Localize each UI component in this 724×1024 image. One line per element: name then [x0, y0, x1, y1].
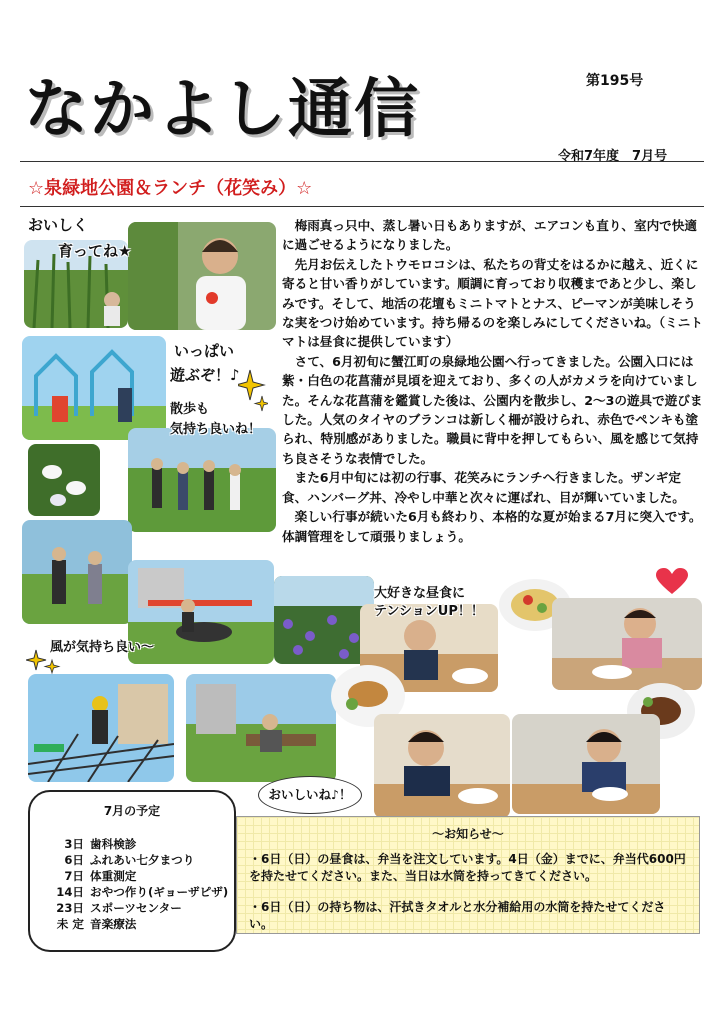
- notice-box: [236, 816, 700, 934]
- section-title: ☆泉緑地公園＆ランチ（花笑み）☆: [28, 178, 313, 199]
- notice-item: ・6日（日）の持ち物は、汗拭きタオルと水分補給用の水筒を持たせてください。: [249, 900, 666, 931]
- schedule-list: [44, 836, 228, 932]
- schedule-item: [44, 868, 228, 884]
- resting-on-bench-photo: [186, 674, 336, 782]
- caption-grow-1: おいしく: [28, 216, 89, 234]
- iris-flower-photo: [28, 444, 100, 516]
- caption-grow-2: 育ってね★: [58, 242, 132, 260]
- article-paragraph: 楽しい行事が続いた6月も終わり、本格的な夏が始まる7月に突入です。体調管理をして頑張りましょう。: [282, 509, 702, 544]
- schedule-event: おやつ作り(ギョーザピザ): [90, 885, 229, 899]
- caption-wind: 風が気持ち良い～: [50, 640, 155, 655]
- heart-icon: [656, 568, 688, 596]
- section-divider: [20, 206, 704, 207]
- schedule-item: [44, 916, 228, 932]
- article-paragraph: さて、6月初旬に蟹江町の泉緑地公園へ行ってきました。公園入口には紫・白色の花菖蒲が見頃を迎えており、多くの人がカメラを向けていました。そんな花菖蒲を鑑賞した後は、公園内を散歩し、2～3の遊具で遊びました。人気のタイヤのブランコは新しく柵が設けられ、赤色でペンキも塗られ、特別感がありました。職員に背中を押してもらい、風を感じて気持ち良さそうな表情でした。: [282, 353, 703, 466]
- sparkle-icon: [26, 648, 62, 678]
- caption-tasty: おいしいね♪！: [268, 787, 352, 802]
- article-paragraph: また6月中旬には初の行事、花笑みにランチへ行きました。ザンギ定食、ハンバーグ丼、冷やし中華と次々に運ばれ、目が輝いていました。: [282, 470, 685, 505]
- caption-lunch-2: テンションUP！！: [374, 604, 484, 619]
- caption-walk-1: 散歩も: [170, 402, 210, 417]
- article-paragraph: 梅雨真っ只中、蒸し暑い日もありますが、エアコンも直り、室内で快適に過ごせるようになりました。: [282, 218, 697, 253]
- schedule-day: 未 定: [56, 917, 84, 931]
- notice-item: ・6日（日）の昼食は、弁当を注文しています。4日（金）までに、弁当代600円を持たせてください。また、当日は水筒を持ってきてください。: [249, 852, 686, 883]
- walking-group-photo: [128, 428, 276, 532]
- climbing-net-photo: [28, 674, 174, 782]
- schedule-item: [44, 884, 228, 900]
- schedule-item: [44, 900, 228, 916]
- issue-number: 第195号: [586, 73, 644, 89]
- notice-title: ～お知らせ～: [432, 827, 504, 841]
- newsletter-title: なかよし通信: [24, 73, 420, 147]
- playground-photo: [22, 336, 166, 440]
- woman-with-tomato-photo: [128, 222, 276, 330]
- man-eating-noodles-photo: [512, 714, 660, 814]
- issue-date: 令和7年度 7月号: [558, 149, 668, 164]
- schedule-event: 歯科検診: [90, 837, 137, 851]
- caption-walk-2: 気持ち良いね！: [170, 422, 262, 437]
- park-walk-photo: [22, 520, 132, 624]
- iris-garden-photo: [274, 576, 374, 664]
- schedule-day: 23日: [56, 901, 84, 915]
- article-body: [282, 216, 704, 546]
- schedule-day: 3日: [64, 837, 84, 851]
- schedule-event: スポーツセンター: [90, 901, 182, 915]
- caption-play-1: いっぱい: [174, 342, 235, 360]
- header-divider: [20, 161, 704, 162]
- sparkle-icon: [238, 368, 268, 412]
- schedule-item: [44, 852, 228, 868]
- schedule-event: 音楽療法: [90, 917, 137, 931]
- woman-eating-photo: [552, 598, 702, 690]
- schedule-title: 7月の予定: [103, 804, 161, 818]
- caption-tasty-bubble: [258, 776, 362, 814]
- schedule-event: ふれあい七夕まつり: [90, 853, 195, 867]
- schedule-day: 14日: [56, 885, 84, 899]
- schedule-day: 7日: [64, 869, 84, 883]
- caption-lunch-1: 大好きな昼食に: [374, 586, 466, 601]
- schedule-box: [28, 790, 236, 952]
- boy-eating-photo: [374, 714, 510, 818]
- schedule-item: [44, 836, 228, 852]
- schedule-event: 体重測定: [90, 869, 137, 883]
- schedule-day: 6日: [64, 853, 84, 867]
- caption-play-2: 遊ぶぞ！♪: [170, 366, 240, 384]
- article-paragraph: 先月お伝えしたトウモロコシは、私たちの背丈をはるかに越え、近くに寄ると甘い香りがしています。順調に育っており収穫まであと少し、楽しみです。そして、地活の花壇もミニトマトとナス、ピーマンが美味しそうな実をつけ始めています。持ち帰るのを楽しみにしてくださいね。（ミニトマトは昼食に提供しています）: [282, 256, 703, 350]
